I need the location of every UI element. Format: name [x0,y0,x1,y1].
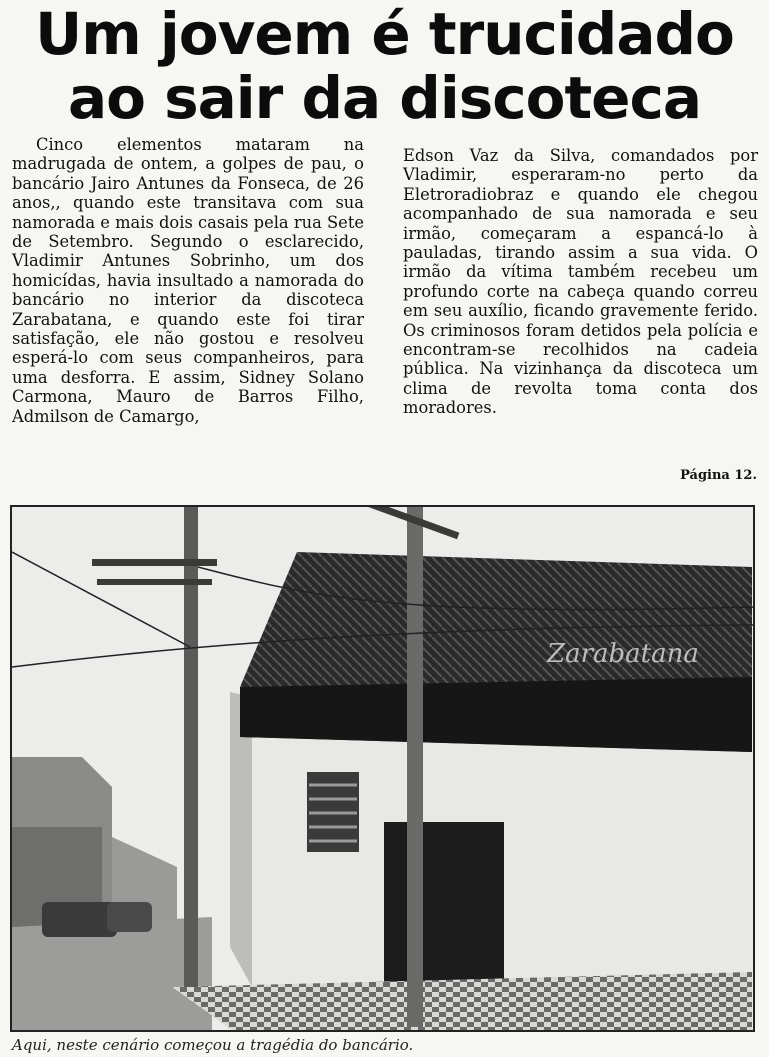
article-column-1: Cinco elementos mataram na madrugada de ontem, a golpes de pau, o bancário Jairo Antunes da Fonseca, de 26 anos,, quando este transitava com sua namorada e mais dois casais pela rua Sete de Setembro. Segundo o esclarecido, Vladimir Antunes Sobrinho, um dos homicídas, havia insultado a namorada do bancário no interior da discoteca Zarabatana, e quando este foi tirar satisfação, ele não gostou e resolveu esperá-lo com seus companheiros, para uma desforra. E assim, Sidney Solano Carmona, Mauro de Barros Filho, Admilson de Camargo, [12,135,364,426]
sign-text: Zarabatana [547,639,699,669]
photo-caption: Aqui, neste cenário começou a tragédia do bancário. [12,1036,414,1054]
article-column-2: Edson Vaz da Silva, comandados por Vladimir, esperaram-no perto da Eletroradiobraz e quando ele chegou acompanhado de sua namorada e seu irmão, começaram a espancá-lo à pauladas, tirando assim a sua vida. O irmão da vítima também recebeu um profundo corte na cabeça quando correu em seu auxílio, ficando gravemente ferido. Os criminosos foram detidos pela polícia e encontram-se recolhidos na cadeia pública. Na vizinhança da discoteca um clima de revolta toma conta dos moradores. [403,146,758,418]
discotheque-street-photo [12,507,753,1030]
headline-line-1: Um jovem é trucidado [35,0,734,68]
news-photo [10,505,755,1032]
page-reference: Página 12. [680,468,757,483]
headline-line-2: ao sair da discoteca [67,64,702,132]
headline [0,2,769,130]
